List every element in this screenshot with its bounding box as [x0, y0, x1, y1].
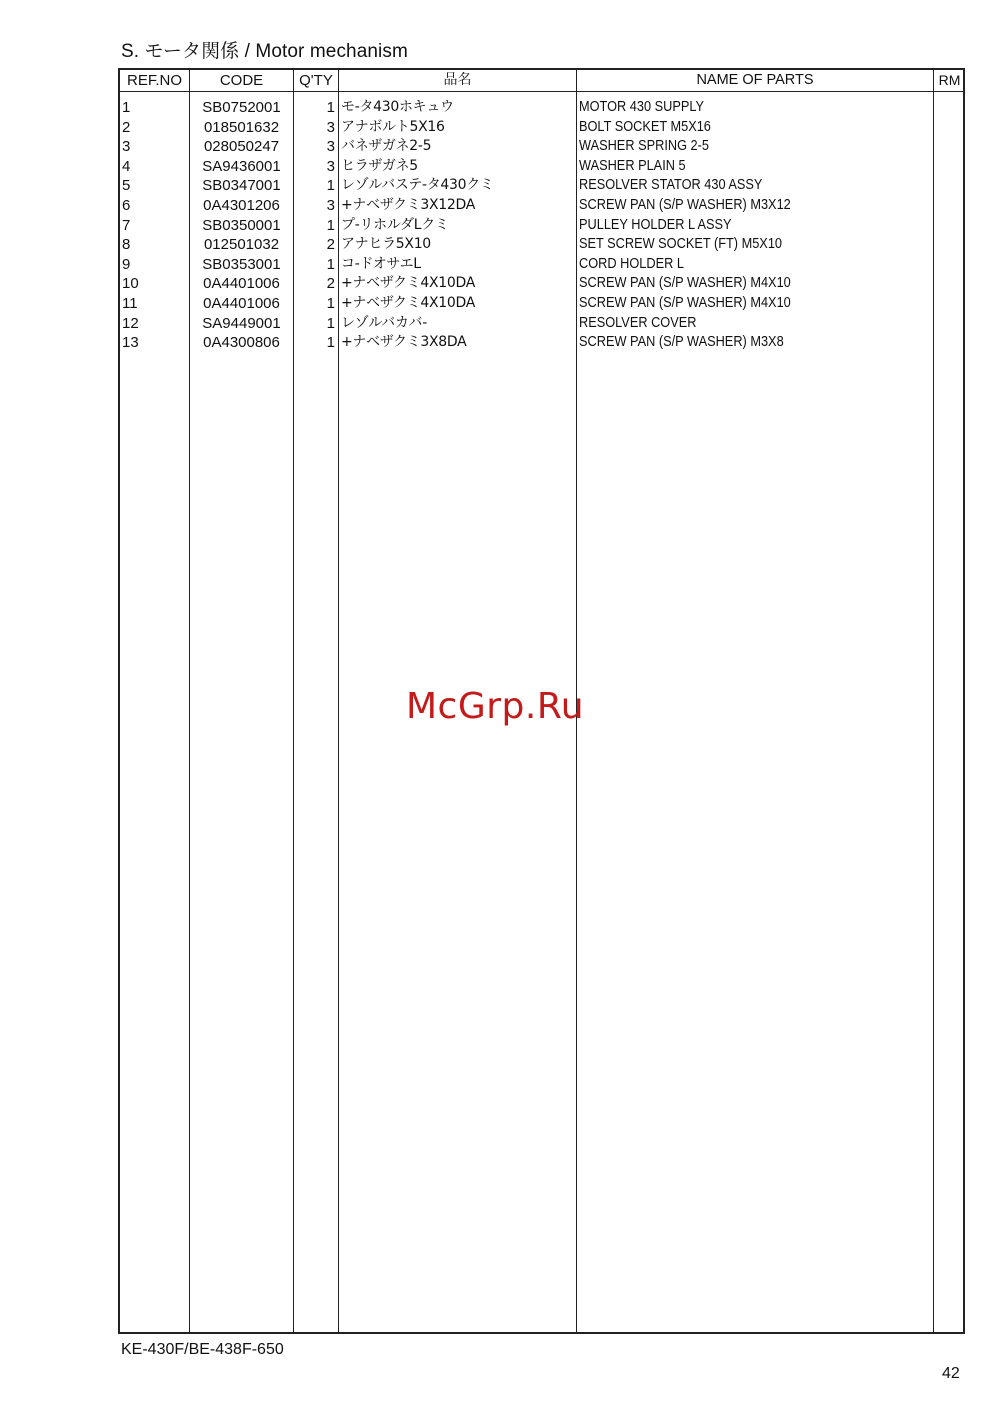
jp-name-cell: アナボルト5X16 [341, 118, 445, 135]
qty-cell: 3 [326, 157, 335, 175]
en-name-cell: WASHER SPRING 2-5 [579, 138, 709, 155]
code-cell: 0A4300806 [203, 334, 280, 352]
ref-cell: 13 [122, 334, 139, 352]
table-row [120, 196, 963, 216]
qty-cell: 1 [326, 255, 335, 273]
qty-cell: 1 [326, 334, 335, 352]
ref-cell: 8 [122, 236, 131, 254]
en-name-cell: RESOLVER STATOR 430 ASSY [579, 177, 763, 194]
jp-name-cell: レゾルバステ-タ430クミ [341, 177, 494, 194]
en-name-cell: SCREW PAN (S/P WASHER) M3X12 [579, 196, 791, 213]
qty-cell: 3 [326, 196, 335, 214]
table-row [120, 137, 963, 157]
en-name-cell: RESOLVER COVER [579, 314, 697, 331]
qty-cell: 3 [326, 118, 335, 136]
en-name-cell: SET SCREW SOCKET (FT) M5X10 [579, 236, 783, 253]
qty-cell: 3 [326, 138, 335, 156]
jp-name-cell: アナヒラ5X10 [341, 236, 431, 253]
table-row [120, 255, 963, 275]
ref-cell: 4 [122, 157, 131, 175]
header-code: CODE [219, 72, 264, 89]
table-row [120, 333, 963, 353]
code-cell: SB0347001 [202, 177, 281, 195]
table-body [120, 98, 963, 353]
qty-cell: 1 [326, 177, 335, 195]
code-cell: SB0353001 [202, 255, 281, 273]
header-divider [120, 91, 963, 92]
qty-cell: 2 [326, 275, 335, 293]
en-name-cell: MOTOR 430 SUPPLY [579, 99, 705, 115]
jp-name-cell: +ナベザクミ4X10DA [341, 275, 475, 292]
jp-name-cell: +ナベザクミ3X8DA [341, 334, 467, 351]
code-cell: 0A4401006 [203, 275, 280, 293]
ref-cell: 6 [122, 196, 131, 214]
page-number: 42 [942, 1365, 960, 1382]
ref-cell: 1 [122, 99, 131, 116]
table-row [120, 294, 963, 314]
qty-cell: 1 [326, 99, 335, 116]
jp-name-cell: モ-タ430ホキュウ [341, 99, 454, 115]
qty-cell: 1 [326, 294, 335, 312]
jp-name-cell: +ナベザクミ3X12DA [341, 196, 475, 213]
jp-name-cell: コ-ドオサエL [341, 255, 421, 272]
code-cell: SB0350001 [202, 216, 281, 234]
watermark: McGrp.Ru [406, 686, 585, 727]
table-row [120, 235, 963, 255]
ref-cell: 3 [122, 138, 131, 156]
ref-cell: 10 [122, 275, 139, 293]
jp-name-cell: +ナベザクミ4X10DA [341, 294, 475, 311]
jp-name-cell: ヒラザガネ5 [341, 157, 418, 174]
en-name-cell: BOLT SOCKET M5X16 [579, 118, 711, 135]
code-cell: 0A4401006 [203, 294, 280, 312]
table-row [120, 157, 963, 177]
en-name-cell: WASHER PLAIN 5 [579, 157, 686, 174]
jp-name-cell: レゾルバカバ- [341, 314, 427, 331]
jp-name-cell: バネザガネ2-5 [341, 138, 432, 155]
table-row [120, 314, 963, 334]
qty-cell: 1 [326, 314, 335, 332]
jp-name-cell: プ-リホルダLクミ [341, 216, 449, 233]
header-rm: RM [938, 72, 961, 88]
ref-cell: 9 [122, 255, 131, 273]
ref-cell: 7 [122, 216, 131, 234]
table-row [120, 98, 963, 118]
header-qty: Q'TY [299, 72, 333, 89]
ref-cell: 5 [122, 177, 131, 195]
en-name-cell: PULLEY HOLDER L ASSY [579, 216, 732, 233]
ref-cell: 12 [122, 314, 139, 332]
table-row [120, 216, 963, 236]
qty-cell: 2 [326, 236, 335, 254]
code-cell: SA9436001 [202, 157, 281, 175]
header-ref: REF.NO [126, 72, 182, 89]
code-cell: SA9449001 [202, 314, 281, 332]
qty-cell: 1 [326, 216, 335, 234]
en-name-cell: CORD HOLDER L [579, 255, 684, 272]
table-row [120, 176, 963, 196]
code-cell: 012501032 [203, 236, 280, 254]
footer-model: KE-430F/BE-438F-650 [121, 1341, 284, 1358]
code-cell: 0A4301206 [203, 196, 280, 214]
en-name-cell: SCREW PAN (S/P WASHER) M4X10 [579, 275, 791, 292]
ref-cell: 2 [122, 118, 131, 136]
code-cell: 018501632 [203, 118, 280, 136]
table-row [120, 274, 963, 294]
ref-cell: 11 [122, 294, 138, 312]
code-cell: 028050247 [203, 138, 280, 156]
header-en-name: NAME OF PARTS [696, 72, 814, 88]
header-jp-name: 品名 [443, 72, 472, 88]
page-title: S. モータ関係 / Motor mechanism [121, 41, 408, 62]
en-name-cell: SCREW PAN (S/P WASHER) M4X10 [579, 294, 791, 311]
code-cell: SB0752001 [202, 99, 281, 116]
en-name-cell: SCREW PAN (S/P WASHER) M3X8 [579, 334, 784, 351]
table-row [120, 118, 963, 138]
